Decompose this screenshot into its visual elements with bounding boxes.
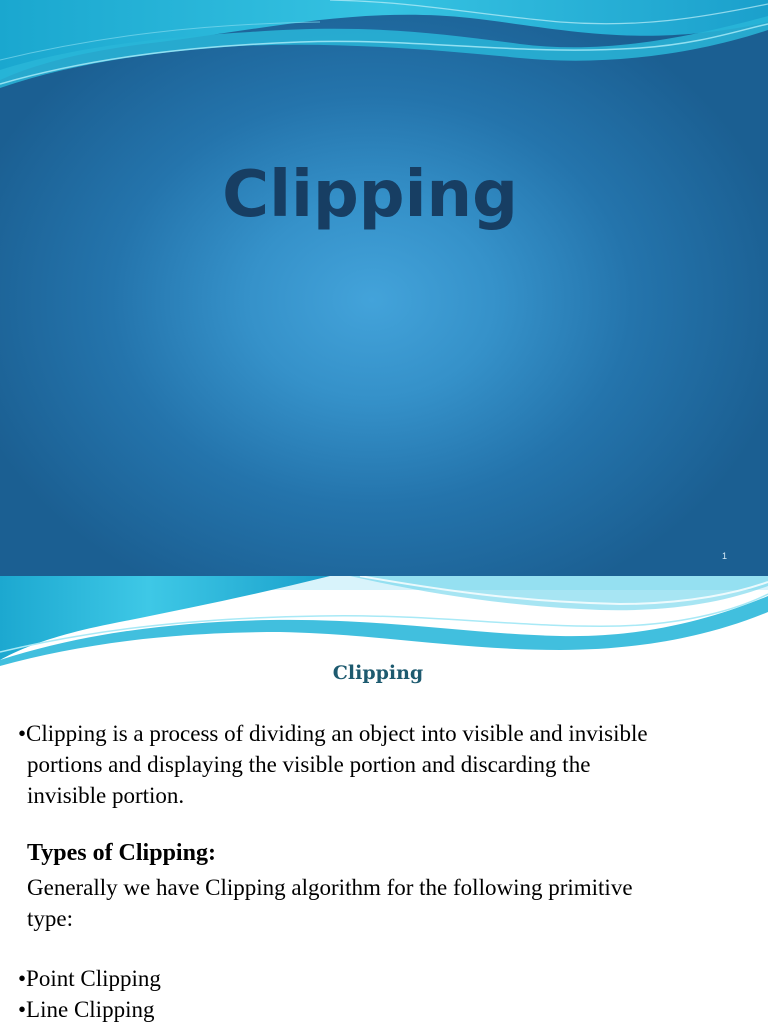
list-item: •Line Clipping bbox=[18, 997, 155, 1022]
slide-heading: Clipping bbox=[332, 662, 424, 684]
definition-line: •Clipping is a process of dividing an object into visible and invisible bbox=[18, 721, 648, 746]
header-wave-decoration bbox=[0, 0, 768, 90]
slide-title: Clipping bbox=[222, 158, 518, 232]
types-description bbox=[27, 872, 747, 934]
definition-line: portions and displaying the visible portion and discarding the bbox=[27, 752, 591, 777]
header-wave-decoration bbox=[0, 576, 768, 666]
definition-line: invisible portion. bbox=[27, 783, 185, 808]
slide-number: 1 bbox=[722, 551, 728, 561]
types-description-line: type: bbox=[27, 906, 73, 931]
types-heading: Types of Clipping: bbox=[27, 840, 216, 866]
clipping-types-list bbox=[18, 963, 161, 1024]
definition-paragraph bbox=[18, 718, 748, 811]
types-description-line: Generally we have Clipping algorithm for the following primitive bbox=[27, 875, 633, 900]
list-item: •Point Clipping bbox=[18, 966, 161, 991]
content-slide bbox=[0, 576, 768, 1024]
